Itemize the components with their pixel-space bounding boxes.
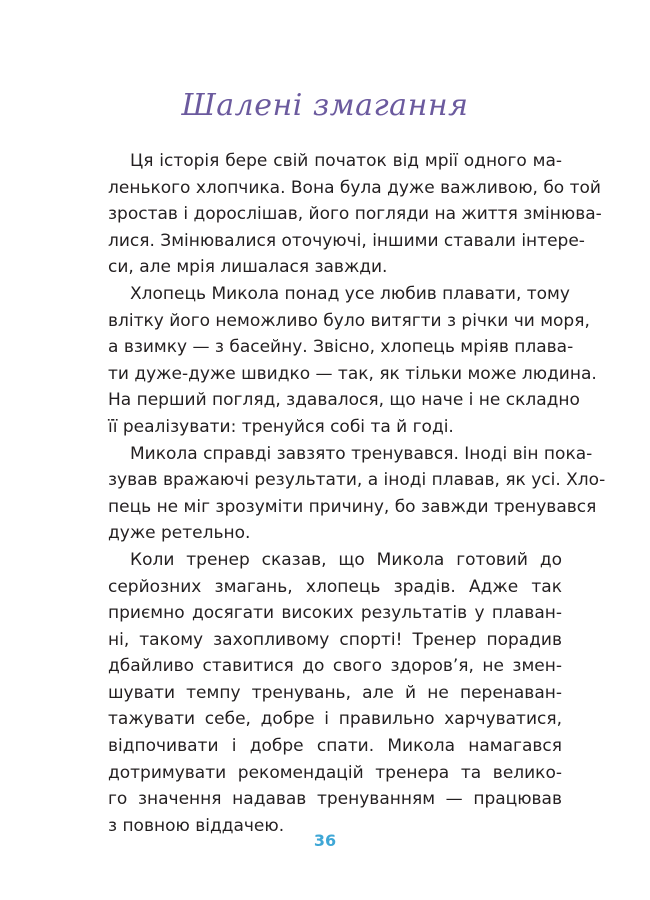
paragraph (108, 281, 597, 441)
text-line: Микола справді завзято тренувався. Іноді він пока- (130, 443, 593, 464)
text-line: серйозних змагань, хлопець зрадів. Адже так (108, 576, 562, 597)
text-line: тажувати себе, добре і правильно харчуватися, (108, 709, 562, 730)
text-line: го значення надавав тренуванням — працював (108, 789, 562, 810)
chapter-title: Шалені змагання (181, 88, 469, 123)
paragraph (108, 441, 606, 547)
text-line: Ця історія бере свій початок від мрії одного ма- (130, 151, 562, 171)
text-line: си, але мрія лишалася завжди. (108, 257, 388, 278)
text-line: Коли тренер сказав, що Микола готовий до (130, 549, 562, 570)
text-line: пець не міг зрозуміти причину, бо завжди тренувався (108, 496, 597, 517)
page-number: 36 (313, 831, 337, 850)
paragraph (108, 148, 602, 281)
text-line: шувати темпу тренувань, але й не перенаван- (108, 682, 562, 703)
text-line: дотримувати рекомендацій тренера та велико- (108, 762, 562, 783)
text-line: дбайливо ставитися до свого здоров’я, не змен- (108, 656, 562, 677)
text-line: На перший погляд, здавалося, що наче і не складно (108, 390, 580, 411)
text-line: ленького хлопчика. Вона була дуже важливою, бо той (108, 177, 601, 198)
text-line: ні, такому захопливому спорті! Тренер порадив (108, 629, 562, 650)
chapter-body (108, 148, 606, 839)
text-line: а взимку — з басейну. Звісно, хлопець мріяв плава- (108, 337, 574, 358)
text-line: дуже ретельно. (108, 523, 251, 544)
text-line: лися. Змінювалися оточуючі, іншими ставали інтере- (108, 230, 585, 251)
text-line: її реалізувати: тренуйся собі та й годі. (108, 416, 454, 437)
text-line: Хлопець Микола понад усе любив плавати, тому (130, 283, 570, 304)
text-line: влітку його неможливо було витягти з річки чи моря, (108, 310, 590, 331)
text-line: з повною віддачею. (108, 815, 285, 836)
text-line: ти дуже-дуже швидко — так, як тільки може людина. (108, 363, 597, 384)
text-line: зував вражаючі результати, а іноді плавав, як усі. Хло- (108, 470, 606, 491)
text-line: приємно досягати високих результатів у плаван- (108, 603, 562, 624)
text-line: зростав і дорослішав, його погляди на життя змінюва- (108, 204, 602, 225)
paragraph (108, 547, 562, 840)
text-line: відпочивати і добре спати. Микола намагався (108, 736, 562, 757)
